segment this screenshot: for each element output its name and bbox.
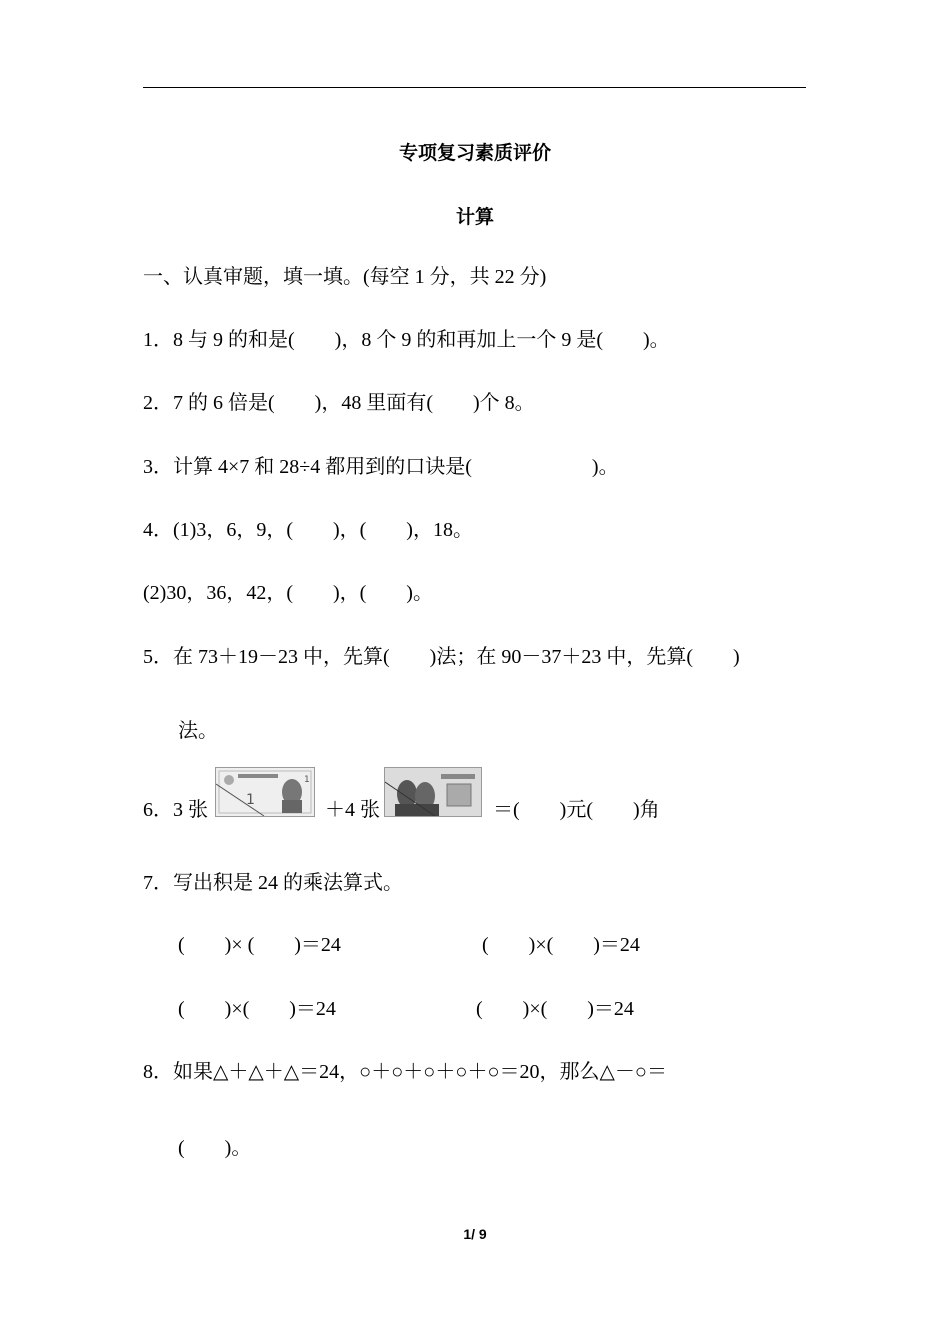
document-title: 专项复习素质评价 (398, 142, 551, 164)
question-2: 2．7 的 6 倍是( )，48 里面有( )个 8。 (143, 392, 535, 414)
page-number: 1/ 9 (463, 1226, 487, 1242)
question-5-continued: 法。 (178, 720, 218, 742)
question-3: 3．计算 4×7 和 28÷4 都用到的口诀是( )。 (143, 456, 619, 478)
question-4-part-2: (2)30，36，42，( )，( )。 (143, 582, 433, 604)
document-subtitle: 计算 (455, 206, 494, 228)
question-5: 5．在 73＋19－23 中，先算( )法；在 90－37＋23 中，先算( ) (143, 646, 740, 668)
question-8-continued: ( )。 (178, 1137, 252, 1159)
question-6-lead: 6．3 张 (143, 799, 208, 821)
question-7-row1-right: ( )×( )＝24 (482, 934, 640, 956)
question-7-row1-left: ( )× ( )＝24 (178, 934, 341, 956)
svg-text:1: 1 (246, 792, 255, 808)
question-6-mid: ＋4 张 (325, 799, 380, 821)
question-7-row2-left: ( )×( )＝24 (178, 998, 336, 1020)
one-yuan-banknote-icon (215, 767, 315, 817)
svg-text:1: 1 (304, 775, 310, 785)
question-4-part-1: 4．(1)3，6，9，( )，( )，18。 (143, 519, 473, 541)
question-7: 7．写出积是 24 的乘法算式。 (143, 872, 403, 894)
question-8: 8．如果△＋△＋△＝24，○＋○＋○＋○＋○＝20，那么△－○＝ (143, 1061, 668, 1083)
question-7-row2-right: ( )×( )＝24 (476, 998, 634, 1020)
question-6-tail: ＝( )元( )角 (493, 799, 660, 821)
question-1: 1．8 与 9 的和是( )，8 个 9 的和再加上一个 9 是( )。 (143, 329, 670, 351)
section-heading: 一、认真审题，填一填。(每空 1 分，共 22 分) (143, 266, 547, 288)
header-rule (143, 87, 806, 88)
one-jiao-banknote-icon (384, 767, 482, 817)
